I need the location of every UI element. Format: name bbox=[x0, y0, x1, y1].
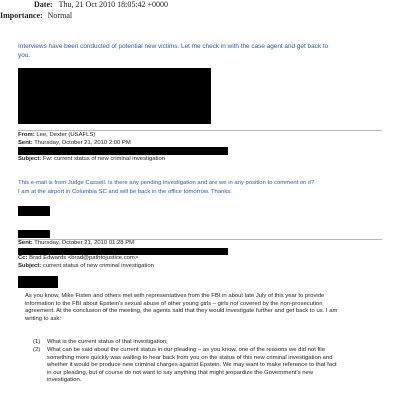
sent-value: Thursday, October 21, 2010 2:00 PM bbox=[34, 139, 131, 146]
email2-sent-value: Thursday, October 21, 2010 01:28 PM bbox=[34, 240, 135, 246]
subject-label: Subject: bbox=[18, 156, 42, 162]
list-item-2-line-1: What can be said about the current status in our pleading – as you know, one of the reasons we did not file bbox=[47, 347, 326, 353]
email1-subject-row bbox=[18, 156, 165, 164]
email2-subject-value: current status of new criminal investigation bbox=[42, 262, 154, 269]
list-item-2-number: (2) bbox=[33, 347, 41, 353]
email1-header bbox=[18, 132, 382, 147]
redaction-signature-block bbox=[18, 68, 211, 124]
redaction-to-line-2 bbox=[18, 248, 228, 255]
list-item-2-line-4: in our pleading, but of course do not want to say anything that might jeopardize the Government's new bbox=[47, 369, 314, 376]
importance-value: Normal bbox=[47, 11, 73, 20]
redaction-salutation bbox=[18, 276, 58, 288]
redaction-from-line bbox=[18, 230, 50, 238]
email2-cc-subject bbox=[18, 255, 382, 270]
redaction-sender-name bbox=[18, 206, 50, 216]
sent-label: Sent: bbox=[18, 139, 33, 146]
list-item-2-line-3: whether it would be produce new criminal charges against Epstein. We may want to make reference to that fact bbox=[47, 362, 337, 369]
letter-line-4: writing to ask: bbox=[25, 315, 62, 322]
reply-line-2: you. bbox=[18, 52, 31, 59]
email1-body-line-2: I am at the airport in Columbia SC and will be back in the office tomorrow. Thanks. bbox=[18, 188, 232, 195]
email2-sent-label: Sent: bbox=[18, 240, 33, 246]
importance-row bbox=[0, 11, 72, 21]
from-value: Lee, Dexter (USAFLS) bbox=[36, 132, 96, 138]
email2-sent-row bbox=[18, 240, 134, 248]
list-item-2-line-2: something more quickly was waiting to hear back from you on the status of this new criminal investigation and bbox=[47, 354, 333, 361]
list-item-1-number: (1) bbox=[33, 339, 41, 345]
list-item-1 bbox=[33, 339, 393, 347]
list-item-2 bbox=[33, 347, 397, 385]
letter-line-2: information to the FBI about Epstein's sexual abuse of other young girls – girls not covered by the non-prosecution bbox=[25, 300, 323, 307]
email2-subject-label: Subject: bbox=[18, 262, 42, 269]
date-value: Thu, 21 Oct 2010 18:05:42 +0000 bbox=[58, 0, 169, 9]
email1-body-line-1: This e-mail is from Judge Cassell. Is there any pending investigation and are we in any position to comment on it? bbox=[18, 180, 315, 186]
from-label: From: bbox=[18, 132, 35, 138]
email2-cc-label: Cc: bbox=[18, 255, 28, 261]
email1-body bbox=[18, 179, 388, 196]
email2-cc-value: Brad Edwards <brad@pathtojustice.com> bbox=[29, 255, 139, 261]
subject-value: Fw: current status of new criminal investigation bbox=[42, 156, 166, 162]
reply-line-1: Interviews have been conducted of potential new victims. Let me check in with the case agent and get back to bbox=[18, 43, 329, 50]
importance-label: Importance: bbox=[0, 11, 43, 20]
divider-1 bbox=[18, 130, 382, 131]
list-item-2-line-5: investigation. bbox=[47, 377, 82, 384]
date-label: Date: bbox=[34, 0, 53, 9]
letter-line-1: As you know, Mike Fisten and others met with representatives from the FBI in about late July of this year to provide bbox=[25, 293, 325, 299]
date-row bbox=[34, 0, 168, 10]
reply-body bbox=[18, 42, 388, 60]
letter-paragraph bbox=[25, 293, 395, 323]
redaction-to-line bbox=[18, 147, 228, 155]
letter-line-3: agreement. At the conclusion of the meeting, the agents said that they would investigate further and get back to us. I am bbox=[25, 308, 338, 315]
list-item-1-text: What is the current status of that investigation; bbox=[47, 339, 168, 345]
